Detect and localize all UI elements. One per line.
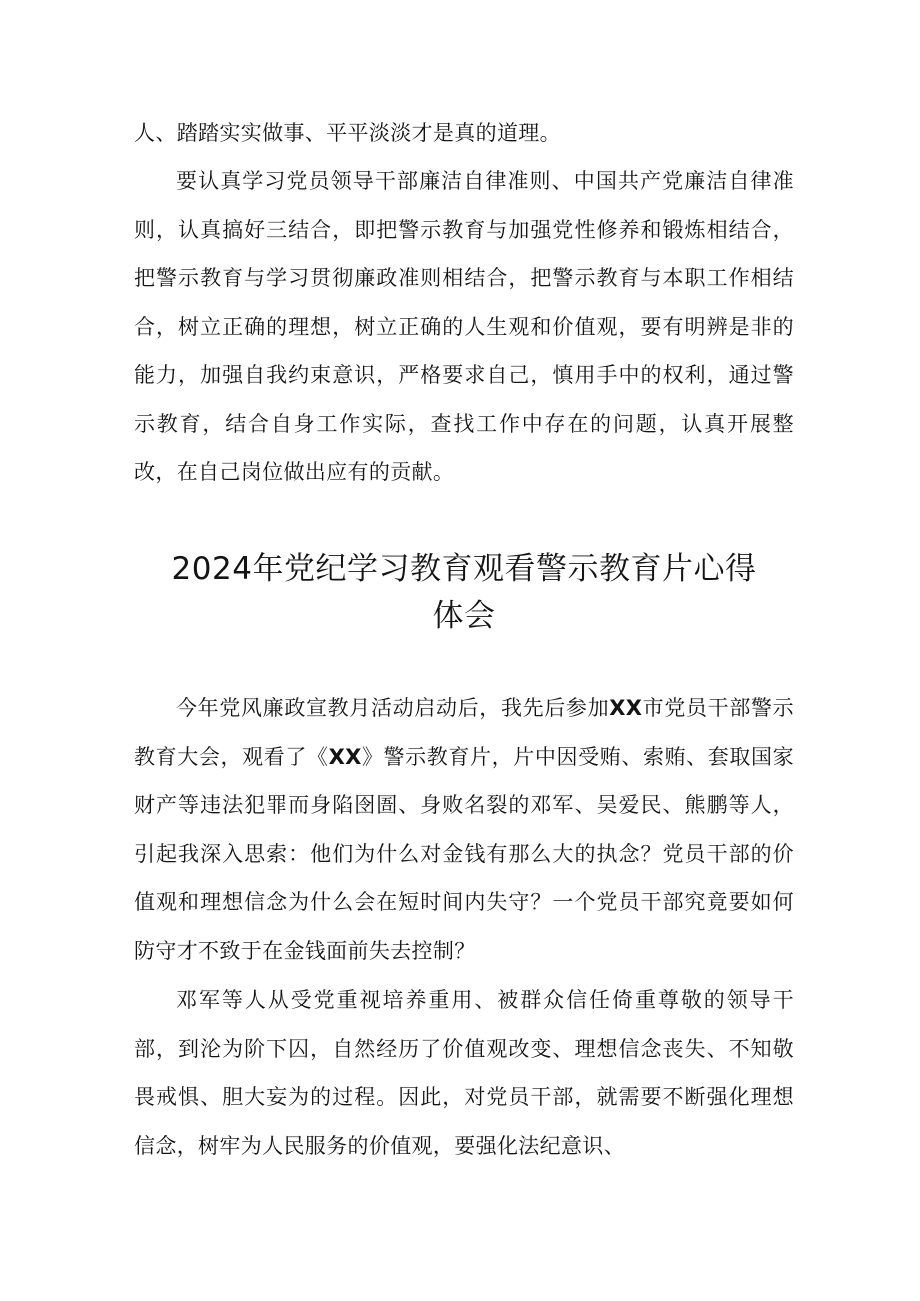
article-title-line-2: 体会 [432, 598, 496, 634]
paragraph-warning-film [134, 684, 794, 975]
paragraph-text: 今年党风廉政宣教月活动启动后，我先后参加 [176, 696, 610, 720]
paragraph-text: 》警示教育片，片中因受贿、索贿、套取国家财产等违法犯罪而身陷囹圄、身败名裂的邓军、吴爱民、熊鹏等人，引起我深入思索：他们为什么对金钱有那么大的执念？党员干部的价值观和理想信念为什么会在短时间内失守？一个党员干部究竟要如何防守才不致于在金钱面前失去控制？ [134, 744, 794, 963]
placeholder-name: XX [328, 744, 362, 769]
article-title-line-1: 2024年党纪学习教育观看警示教育片心得 [171, 551, 757, 587]
paragraph-reflection: 邓军等人从受党重视培养重用、被群众信任倚重尊敬的领导干部，到沦为阶下囚，自然经历了价值观改变、理想信念丧失、不知敬畏戒惧、胆大妄为的过程。因此，对党员干部，就需要不断强化理想信念，树牢为人民服务的价值观，要强化法纪意识、 [134, 988, 794, 1158]
paragraph-continuation: 人、踏踏实实做事、平平淡淡才是真的道理。 [134, 121, 561, 145]
article-title [134, 546, 794, 640]
paragraph-text: 市党员干部警示教育大会，观看了《 [134, 696, 795, 769]
placeholder-name: XX [609, 696, 643, 720]
paragraph-discipline-study: 要认真学习党员领导干部廉洁自律准则、中国共产党廉洁自律准则，认真搞好三结合，即把警示教育与加强党性修养和锻炼相结合，把警示教育与学习贯彻廉政准则相结合，把警示教育与本职工作相结合，树立正确的理想，树立正确的人生观和价值观，要有明辨是非的能力，加强自我约束意识，严格要求自己，慎用手中的权利，通过警示教育，结合自身工作实际，查找工作中存在的问题，认真开展整改，在自己岗位做出应有的贡献。 [134, 169, 794, 484]
